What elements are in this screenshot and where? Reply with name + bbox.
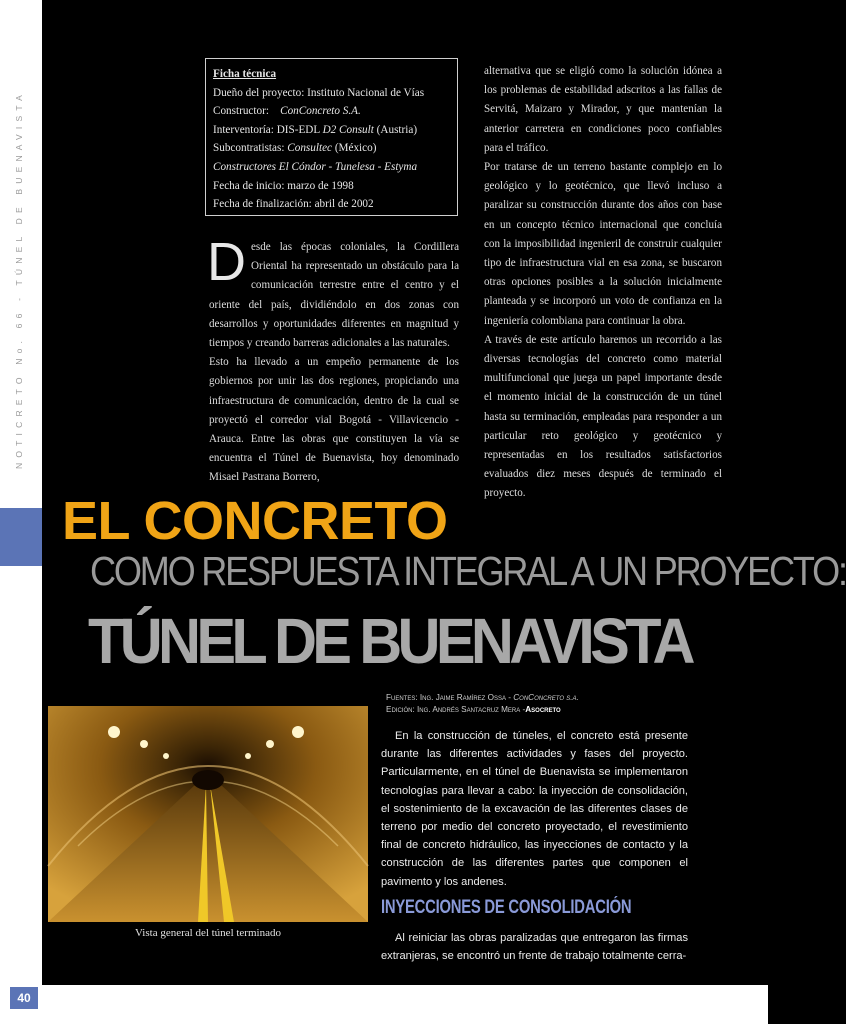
intro-column [207,232,459,488]
section-heading: INYECCIONES DE CONSOLIDACIÓN [381,897,632,918]
running-head: NOTICRETO No. 66 - TÚNEL DE BUENAVISTA [14,90,24,470]
builder-line: Constructor: ConConcreto S.A. [213,105,361,118]
edition-credit: Edición: Ing. Andrés Santacruz Mera -Asocreto [386,705,561,714]
technical-sheet-box [205,58,458,216]
right-paragraph-1: alternativa que se eligió como la solución idónea a los problemas de estabilidad adscritos a las fallas de Servitá, Maizaro y Mirador, y que mantenían la anterior carretera en condiciones poco confiables para el tráfico. [484,65,722,154]
owner-line: Dueño del proyecto: Instituto Nacional de Vías [213,86,425,99]
photo-caption: Vista general del túnel terminado [135,927,281,939]
end-date-line: Fecha de finalización: abril de 2002 [213,198,374,211]
subcontractor-line: Subcontratistas: Consultec (México) [213,142,377,155]
intro-paragraph-2: Esto ha llevado a un empeño permanente de los gobiernos por unir las dos regiones, propiciando una infraestructura de comunicación, dentro de la cual se proyectó el corredor vial Bogotá - Villavicencio - Arauca. Entre las obras que constituyen la vía se encuentra el Túnel de Buenavista, hoy denominado Misael Pastrana Borrero, [209,356,459,484]
constructors-line: Constructores El Cóndor - Tunelesa - Estyma [213,160,418,173]
tunnel-photo [48,706,368,922]
tunnel-illustration [48,706,368,922]
section-tab [0,508,42,566]
page-number: 40 [10,987,38,1009]
supervisor-line: Interventoría: DIS-EDL D2 Consult (Austria) [213,123,418,136]
drop-cap: D [207,232,246,292]
start-date-line: Fecha de inicio: marzo de 1998 [213,179,354,192]
section-body: Al reiniciar las obras paralizadas que entregaron las firmas extranjeras, se encontró un frente de trabajo totalmente cerra- [381,932,688,963]
intro-paragraph-1: Desde las épocas coloniales, la Cordillera Oriental ha representado un obstáculo para la comunicación terrestre entre el centro y el oriente del país, dividiéndolo en dos zonas con desarrollos y oportunidades diferentes en magnitud y tiempos y creando barreras adicionales a las naturales. [207,232,459,350]
footer-strip [0,985,768,1024]
credits [386,692,579,716]
right-column [484,62,722,504]
right-paragraph-3: A través de este artículo haremos un recorrido a las diversas tecnologías del concreto como material multifuncional que juega un papel importante desde el momento inicial de la construcción de un túnel hasta su terminación, empleadas para responder a un particular reto geológico y geotécnico y representadas en los resultados satisfactorios evaluados diez meses después de terminado el proyecto. [484,333,722,500]
lead-paragraph: En la construcción de túneles, el concreto está presente durante las diferentes actividades y fases del proyecto. Particularmente, en el túnel de Buenavista se implementaron tecnologías para llevar a cabo: la inyección de consolidación, el sostenimiento de la excavación de las diferentes clases de terreno por medio del concreto proyectado, el revestimiento final de concreto hidráulico, las inyecciones de contacto y la construcción de las diferentes partes que componen el pavimento y los andenes. [381,730,688,888]
sources-credit: Fuentes: Ing. Jaime Ramírez Ossa - ConConcreto s.a. [386,693,579,702]
headline-line-3: TÚNEL DE BUENAVISTA [88,605,691,677]
technical-sheet-title: Ficha técnica [213,68,277,80]
headline-line-2: COMO RESPUESTA INTEGRAL A UN PROYECTO: [90,548,846,594]
headline-line-1: EL CONCRETO [62,491,448,551]
right-paragraph-2: Por tratarse de un terreno bastante complejo en lo geológico y lo geotécnico, que llevó incluso a paralizar su construcción durante dos años con base en un concepto técnico internacional que concluía con la imposibilidad ingenieril de construir cualquier tipo de infraestructura vial en esa zona, se buscaron otras opciones posibles a la solución inicialmente planteada y se incorporó un voto de confianza en la ingeniería colombiana para continuar la obra. [484,161,722,327]
